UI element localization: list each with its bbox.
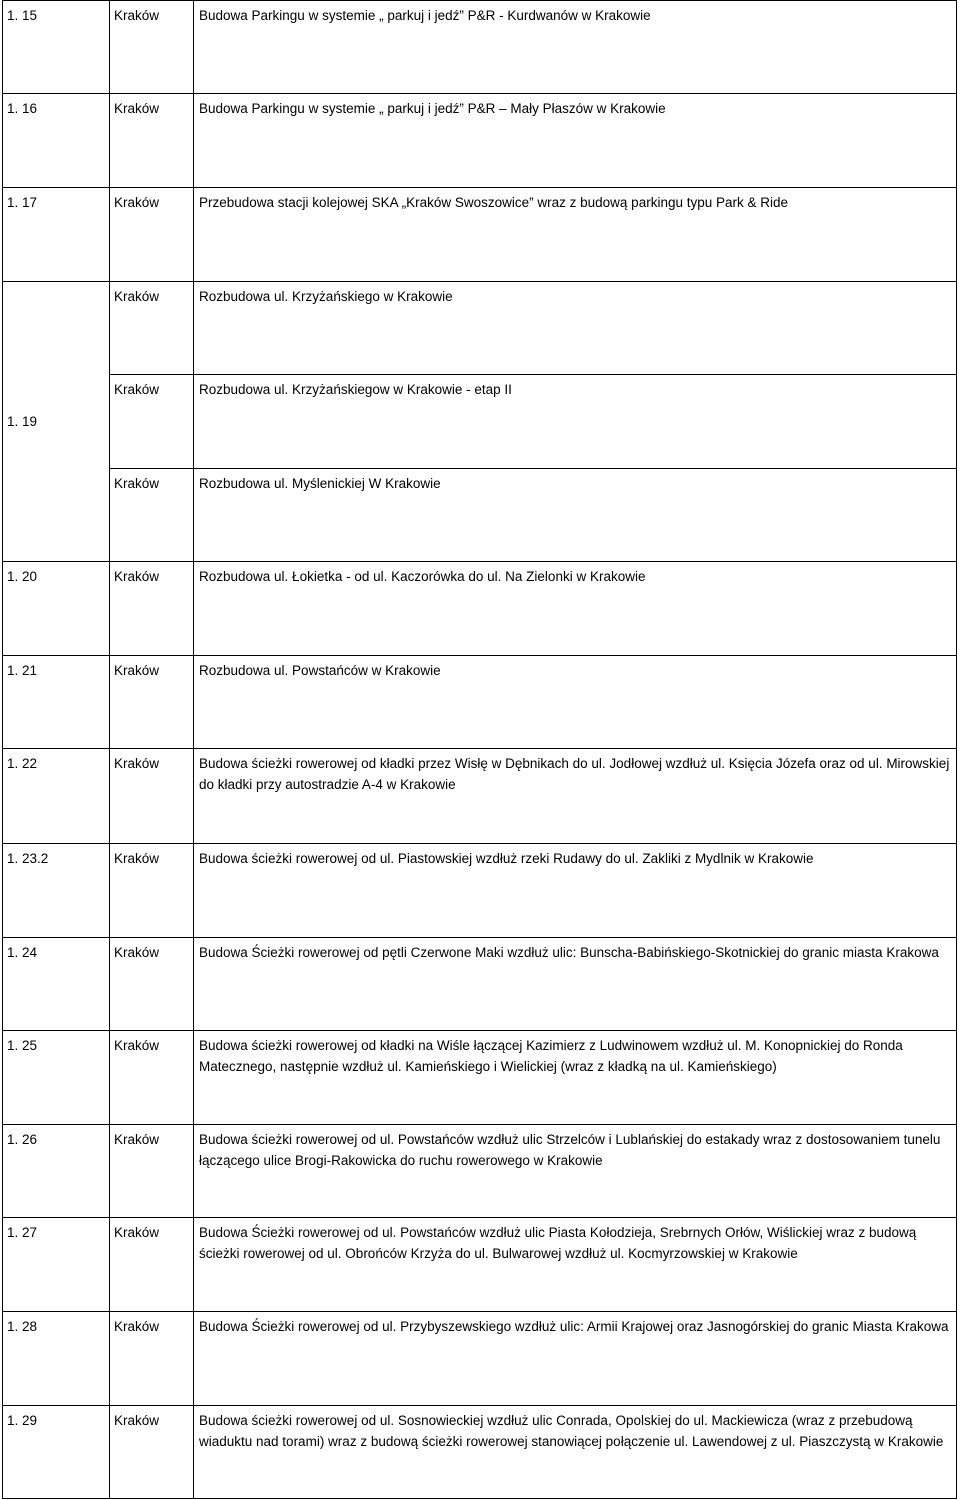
table-row bbox=[3, 1, 957, 94]
table-row bbox=[3, 1405, 957, 1498]
table-row bbox=[3, 562, 957, 656]
row-description: Budowa Parkingu w systemie „ parkuj i jedź” P&R – Mały Płaszów w Krakowie bbox=[194, 94, 957, 188]
row-city: Kraków bbox=[110, 375, 194, 469]
row-number: 1. 20 bbox=[3, 562, 110, 656]
row-description: Rozbudowa ul. Łokietka - od ul. Kaczorówka do ul. Na Zielonki w Krakowie bbox=[194, 562, 957, 656]
row-description: Budowa ścieżki rowerowej od ul. Sosnowieckiej wzdłuż ulic Conrada, Opolskiej do ul. Mackiewicza (wraz z przebudową wiaduktu nad torami) wraz z budową ścieżki rowerowej stanowiącej połączenie ul. Lawendowej z ul. Piaszczystą w Krakowie bbox=[194, 1405, 957, 1498]
row-description: Budowa ścieżki rowerowej od kładki na Wiśle łączącej Kazimierz z Ludwinowem wzdłuż ul. M. Konopnickiej do Ronda Matecznego, następnie wzdłuż ul. Kamieńskiego i Wielickiej (wraz z kładką na ul. Kamieńskiego) bbox=[194, 1030, 957, 1124]
table-row bbox=[3, 1311, 957, 1405]
row-city: Kraków bbox=[110, 937, 194, 1030]
row-city: Kraków bbox=[110, 1405, 194, 1498]
row-city: Kraków bbox=[110, 282, 194, 375]
row-description: Budowa Ścieżki rowerowej od ul. Przybyszewskiego wzdłuż ulic: Armii Krajowej oraz Jasnogórskiej do granic Miasta Krakowa bbox=[194, 1311, 957, 1405]
row-city: Kraków bbox=[110, 1, 194, 94]
row-description: Rozbudowa ul. Krzyżańskiegow w Krakowie - etap II bbox=[194, 375, 957, 469]
row-city: Kraków bbox=[110, 1217, 194, 1311]
row-number: 1. 24 bbox=[3, 937, 110, 1030]
table-row bbox=[3, 749, 957, 843]
table-row bbox=[3, 1124, 957, 1217]
table-row bbox=[3, 656, 957, 749]
row-description: Budowa Parkingu w systemie „ parkuj i jedź” P&R - Kurdwanów w Krakowie bbox=[194, 1, 957, 94]
row-description: Budowa ścieżki rowerowej od kładki przez Wisłę w Dębnikach do ul. Jodłowej wzdłuż ul. Księcia Józefa oraz od ul. Mirowskiej do kładki przy autostradzie A-4 w Krakowie bbox=[194, 749, 957, 843]
row-city: Kraków bbox=[110, 656, 194, 749]
table-row bbox=[3, 375, 957, 469]
row-description: Budowa ścieżki rowerowej od ul. Piastowskiej wzdłuż rzeki Rudawy do ul. Zakliki z Mydlnik w Krakowie bbox=[194, 843, 957, 937]
row-number: 1. 23.2 bbox=[3, 843, 110, 937]
table-row bbox=[3, 94, 957, 188]
row-city: Kraków bbox=[110, 749, 194, 843]
table-row bbox=[3, 1030, 957, 1124]
row-city: Kraków bbox=[110, 469, 194, 562]
table-row bbox=[3, 188, 957, 282]
row-number: 1. 19 bbox=[3, 282, 110, 562]
row-city: Kraków bbox=[110, 562, 194, 656]
row-number: 1. 25 bbox=[3, 1030, 110, 1124]
row-description: Przebudowa stacji kolejowej SKA „Kraków Swoszowice” wraz z budową parkingu typu Park & Ride bbox=[194, 188, 957, 282]
row-description: Rozbudowa ul. Myślenickiej W Krakowie bbox=[194, 469, 957, 562]
row-number: 1. 15 bbox=[3, 1, 110, 94]
row-number: 1. 17 bbox=[3, 188, 110, 282]
table-row bbox=[3, 843, 957, 937]
projects-table bbox=[2, 0, 957, 1499]
table-row bbox=[3, 469, 957, 562]
row-description: Budowa ścieżki rowerowej od ul. Powstańców wzdłuż ulic Strzelców i Lublańskiej do estakady wraz z dostosowaniem tunelu łączącego ulice Brogi-Rakowicka do ruchu rowerowego w Krakowie bbox=[194, 1124, 957, 1217]
row-description: Rozbudowa ul. Powstańców w Krakowie bbox=[194, 656, 957, 749]
row-number: 1. 27 bbox=[3, 1217, 110, 1311]
row-description: Budowa Ścieżki rowerowej od pętli Czerwone Maki wzdłuż ulic: Bunscha-Babińskiego-Skotnickiej do granic miasta Krakowa bbox=[194, 937, 957, 1030]
table-row bbox=[3, 937, 957, 1030]
row-city: Kraków bbox=[110, 843, 194, 937]
row-city: Kraków bbox=[110, 188, 194, 282]
row-number: 1. 28 bbox=[3, 1311, 110, 1405]
row-description: Rozbudowa ul. Krzyżańskiego w Krakowie bbox=[194, 282, 957, 375]
row-number: 1. 21 bbox=[3, 656, 110, 749]
row-city: Kraków bbox=[110, 1124, 194, 1217]
row-number: 1. 16 bbox=[3, 94, 110, 188]
table-row bbox=[3, 282, 957, 375]
table-row bbox=[3, 1217, 957, 1311]
row-description: Budowa Ścieżki rowerowej od ul. Powstańców wzdłuż ulic Piasta Kołodzieja, Srebrnych Orłów, Wiślickiej wraz z budową ścieżki rowerowej od ul. Obrońców Krzyża do ul. Bulwarowej wzdłuż ul. Kocmyrzowskiej w Krakowie bbox=[194, 1217, 957, 1311]
row-city: Kraków bbox=[110, 1030, 194, 1124]
row-city: Kraków bbox=[110, 1311, 194, 1405]
row-number: 1. 29 bbox=[3, 1405, 110, 1498]
row-number: 1. 26 bbox=[3, 1124, 110, 1217]
row-number: 1. 22 bbox=[3, 749, 110, 843]
row-city: Kraków bbox=[110, 94, 194, 188]
